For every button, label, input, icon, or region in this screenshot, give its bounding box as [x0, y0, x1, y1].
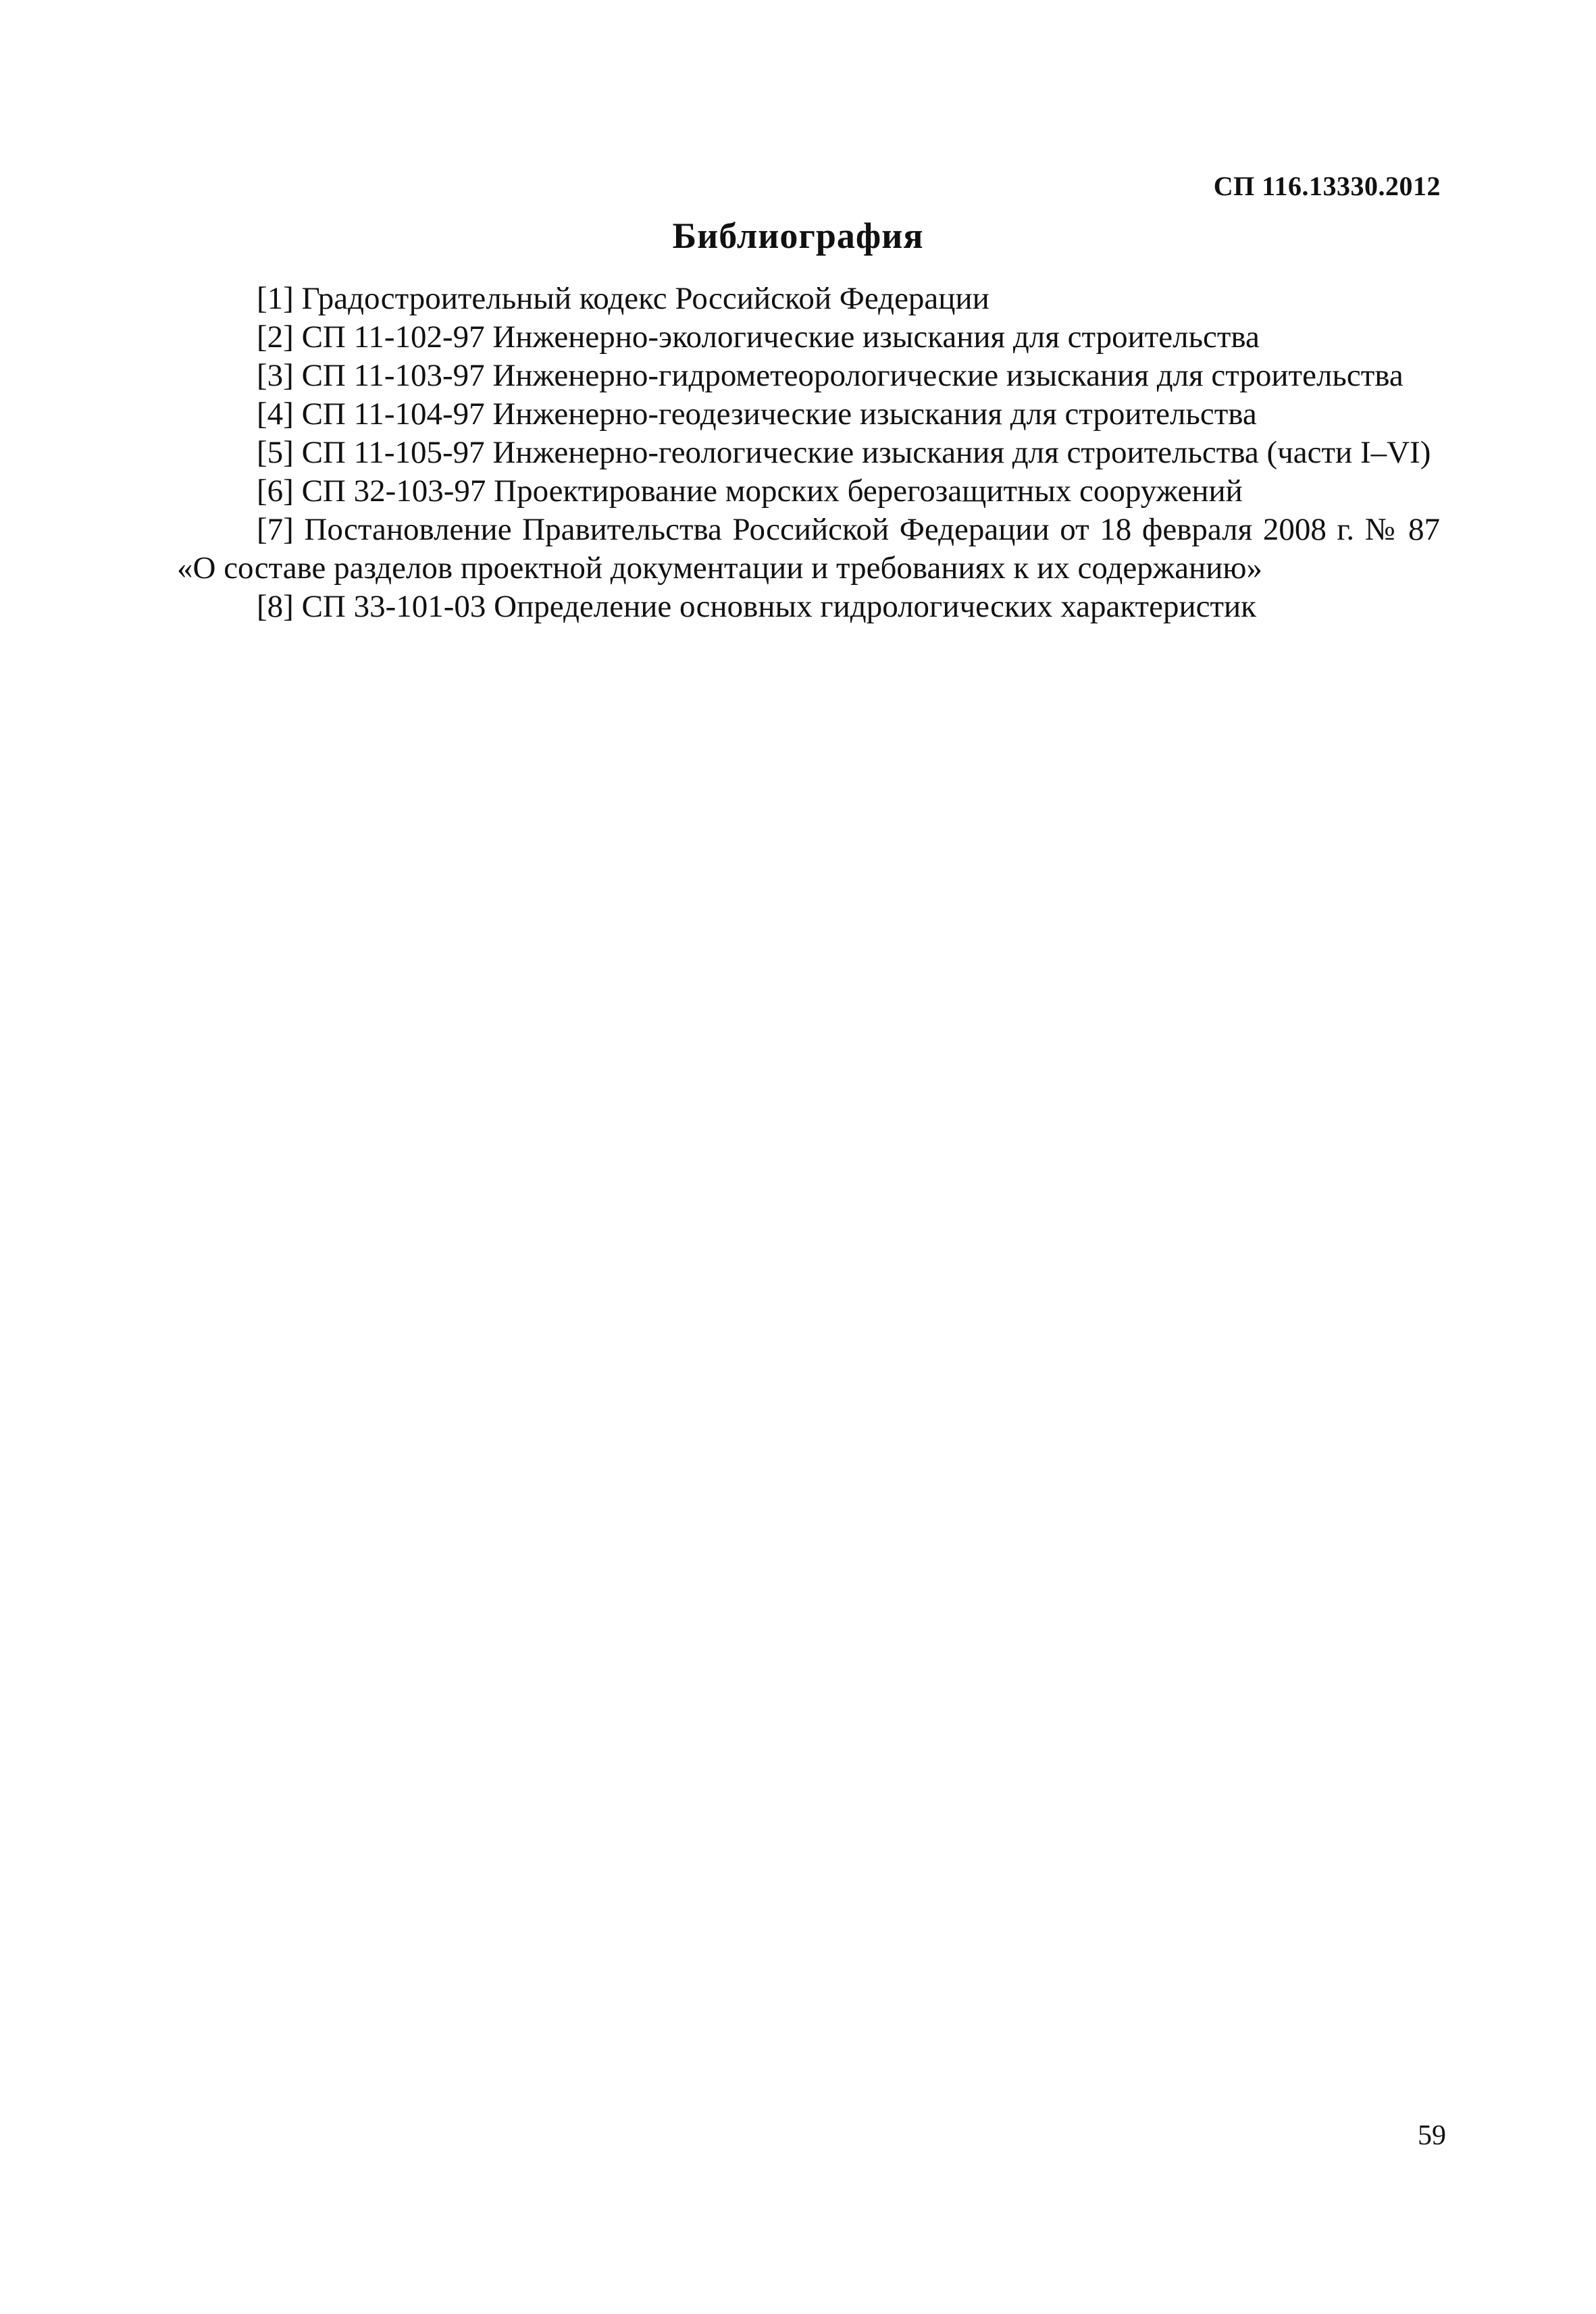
entry-text: Градостроительный кодекс Российской Федерации — [301, 281, 989, 316]
bibliography-entry-6 — [177, 472, 1440, 511]
bibliography-entry-2 — [177, 318, 1440, 357]
entry-number: [5] — [257, 435, 294, 470]
entry-text: Постановление Правительства Российской Федерации от 18 февраля 2008 г. № 87 «О составе разделов проектной документации и требованиях к их содержанию» — [177, 512, 1440, 586]
bibliography-list — [177, 280, 1440, 626]
document-code: СП 116.13330.2012 — [1213, 171, 1441, 201]
entry-text: СП 11-105-97 Инженерно-геологические изыскания для строительства (части I–VI) — [301, 435, 1431, 470]
page-title: Библиография — [672, 215, 924, 256]
bibliography-entry-4 — [177, 395, 1440, 434]
entry-text: СП 33-101-03 Определение основных гидрологических характеристик — [301, 589, 1256, 624]
entry-number: [6] — [257, 473, 294, 509]
bibliography-entry-7 — [177, 511, 1440, 588]
entry-number: [2] — [257, 319, 294, 355]
entry-number: [3] — [257, 358, 294, 393]
entry-text: СП 11-103-97 Инженерно-гидрометеорологические изыскания для строительства — [301, 358, 1404, 393]
bibliography-entry-8 — [177, 588, 1440, 626]
entry-number: [7] — [257, 512, 294, 547]
entry-number: [8] — [257, 589, 294, 624]
bibliography-entry-1 — [177, 280, 1440, 318]
entry-text: СП 11-104-97 Инженерно-геодезические изыскания для строительства — [301, 396, 1257, 432]
page-number: 59 — [1418, 2120, 1446, 2151]
entry-number: [1] — [257, 281, 294, 316]
bibliography-entry-3 — [177, 357, 1440, 395]
bibliography-entry-5 — [177, 434, 1440, 472]
entry-text: СП 32-103-97 Проектирование морских берегозащитных сооружений — [301, 473, 1243, 509]
entry-number: [4] — [257, 396, 294, 432]
entry-text: СП 11-102-97 Инженерно-экологические изыскания для строительства — [301, 319, 1260, 355]
